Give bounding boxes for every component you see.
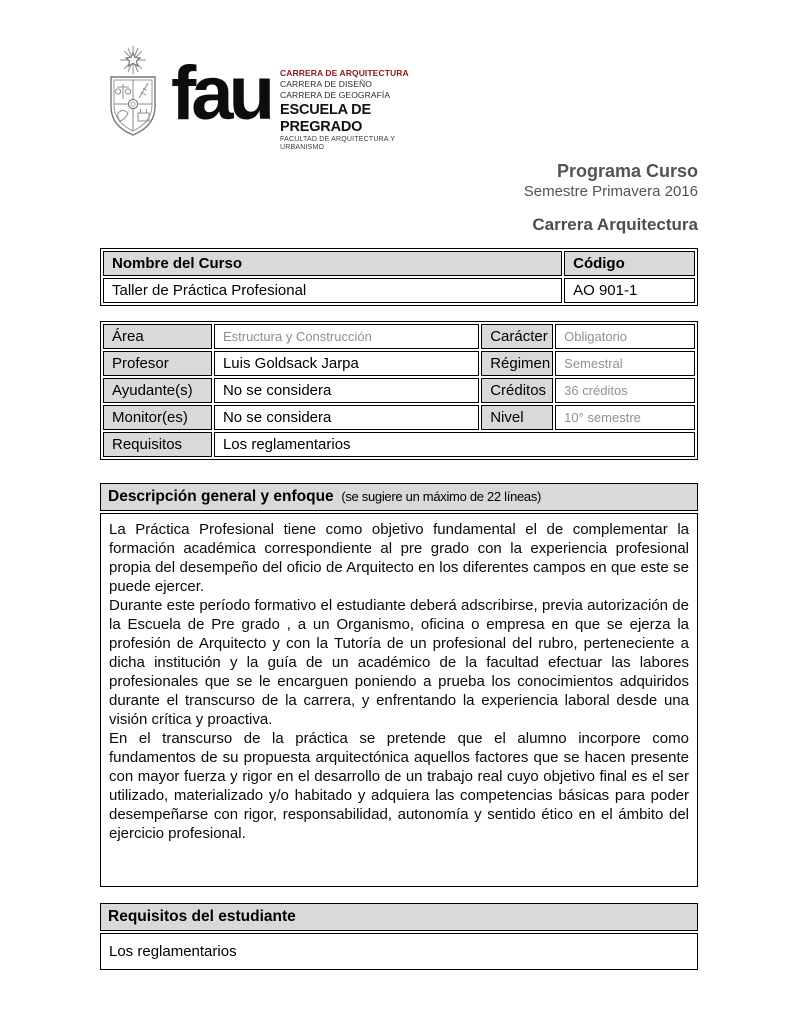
facultad-line: FACULTAD DE ARQUITECTURA Y URBANISMO <box>280 136 396 151</box>
requisitos-value: Los reglamentarios <box>214 432 695 457</box>
table-row <box>103 405 695 430</box>
requisitos-label: Requisitos <box>103 432 212 457</box>
area-value: Estructura y Construcción <box>214 324 479 349</box>
table-row <box>103 432 695 457</box>
student-requirements-value: Los reglamentarios <box>100 933 698 970</box>
description-paragraph: Durante este período formativo el estudiante deberá adscribirse, previa autorización de la Escuela de Pre grado , a un Organismo, oficina o empresa en que se ejerza la profesión de Arquitecto y con la Tutoría de un profesional del rubro, perteneciente a dicha institución y la guía de un académico de la facultad efectuar las labores profesionales que se le encarguen poniendo a prueba los conocimientos adquiridos durante el transcurso de la carrera, y enfrentando la experiencia laboral desde una visión crítica y proactiva. <box>109 597 689 728</box>
fau-logo <box>101 44 430 152</box>
caracter-label: Carácter <box>481 324 553 349</box>
table-row <box>103 378 695 403</box>
course-name-table <box>100 248 698 306</box>
course-code-value: AO 901-1 <box>564 278 695 303</box>
description-text-box <box>100 513 698 887</box>
table-row <box>103 351 695 376</box>
ayudante-label: Ayudante(s) <box>103 378 212 403</box>
student-requirements-section <box>100 903 698 970</box>
nivel-label: Nivel <box>481 405 553 430</box>
area-label: Área <box>103 324 212 349</box>
carrera-geografia-line: CARRERA DE GEOGRAFÍA <box>280 90 391 100</box>
course-table-value-row <box>103 278 695 303</box>
creditos-value: 36 créditos <box>555 378 695 403</box>
profesor-label: Profesor <box>103 351 212 376</box>
profesor-value: Luis Goldsack Jarpa <box>214 351 479 376</box>
description-title: Descripción general y enfoque <box>108 488 334 505</box>
document-title-block <box>524 160 698 235</box>
monitor-value: No se considera <box>214 405 479 430</box>
student-requirements-header: Requisitos del estudiante <box>100 903 698 931</box>
regimen-label: Régimen <box>481 351 553 376</box>
description-paragraph: En el transcurso de la práctica se pretende que el alumno incorpore como fundamentos de su propuesta arquitectónica aquellos factores que se hacen presente con mayor fuerza y rigor en el desarrollo de un trabajo real cuyo objetivo final es el ser utilizado, materializado y/o habitado y adquiera las competencias básicas para poder desempeñarse con rigor, responsabilidad, autonomía y sentido ético en el ámbito del ejercicio profesional. <box>109 730 689 842</box>
university-seal-icon <box>101 44 165 140</box>
description-note: (se sugiere un máximo de 22 líneas) <box>341 489 542 504</box>
carrera-arquitectura-line: CARRERA DE ARQUITECTURA <box>280 68 409 78</box>
ayudante-value: No se considera <box>214 378 479 403</box>
description-section-header <box>100 483 698 511</box>
career-title: Carrera Arquitectura <box>532 215 698 234</box>
course-code-header: Código <box>564 251 695 276</box>
regimen-value: Semestral <box>555 351 695 376</box>
table-row <box>103 324 695 349</box>
course-info-table <box>100 321 698 460</box>
creditos-label: Créditos <box>481 378 553 403</box>
monitor-label: Monitor(es) <box>103 405 212 430</box>
description-paragraph: La Práctica Profesional tiene como objetivo fundamental el de complementar la formación académica correspondiente al pre grado con la experiencia profesional propia del desempeño del oficio de Arquitecto en los diferentes campos en que este se puede ejercer. <box>109 521 689 595</box>
fau-wordmark: fau <box>171 51 270 136</box>
nivel-value: 10° semestre <box>555 405 695 430</box>
carrera-diseno-line: CARRERA DE DISEÑO <box>280 79 372 89</box>
course-name-value: Taller de Práctica Profesional <box>103 278 562 303</box>
escuela-pregrado-line: ESCUELA DE PREGRADO <box>280 102 371 135</box>
page-title: Programa Curso <box>556 161 698 181</box>
course-table-header-row <box>103 251 695 276</box>
semester-subtitle: Semestre Primavera 2016 <box>523 183 698 200</box>
course-name-header: Nombre del Curso <box>103 251 562 276</box>
description-section <box>100 483 698 887</box>
caracter-value: Obligatorio <box>555 324 695 349</box>
logo-department-lines <box>280 68 430 152</box>
